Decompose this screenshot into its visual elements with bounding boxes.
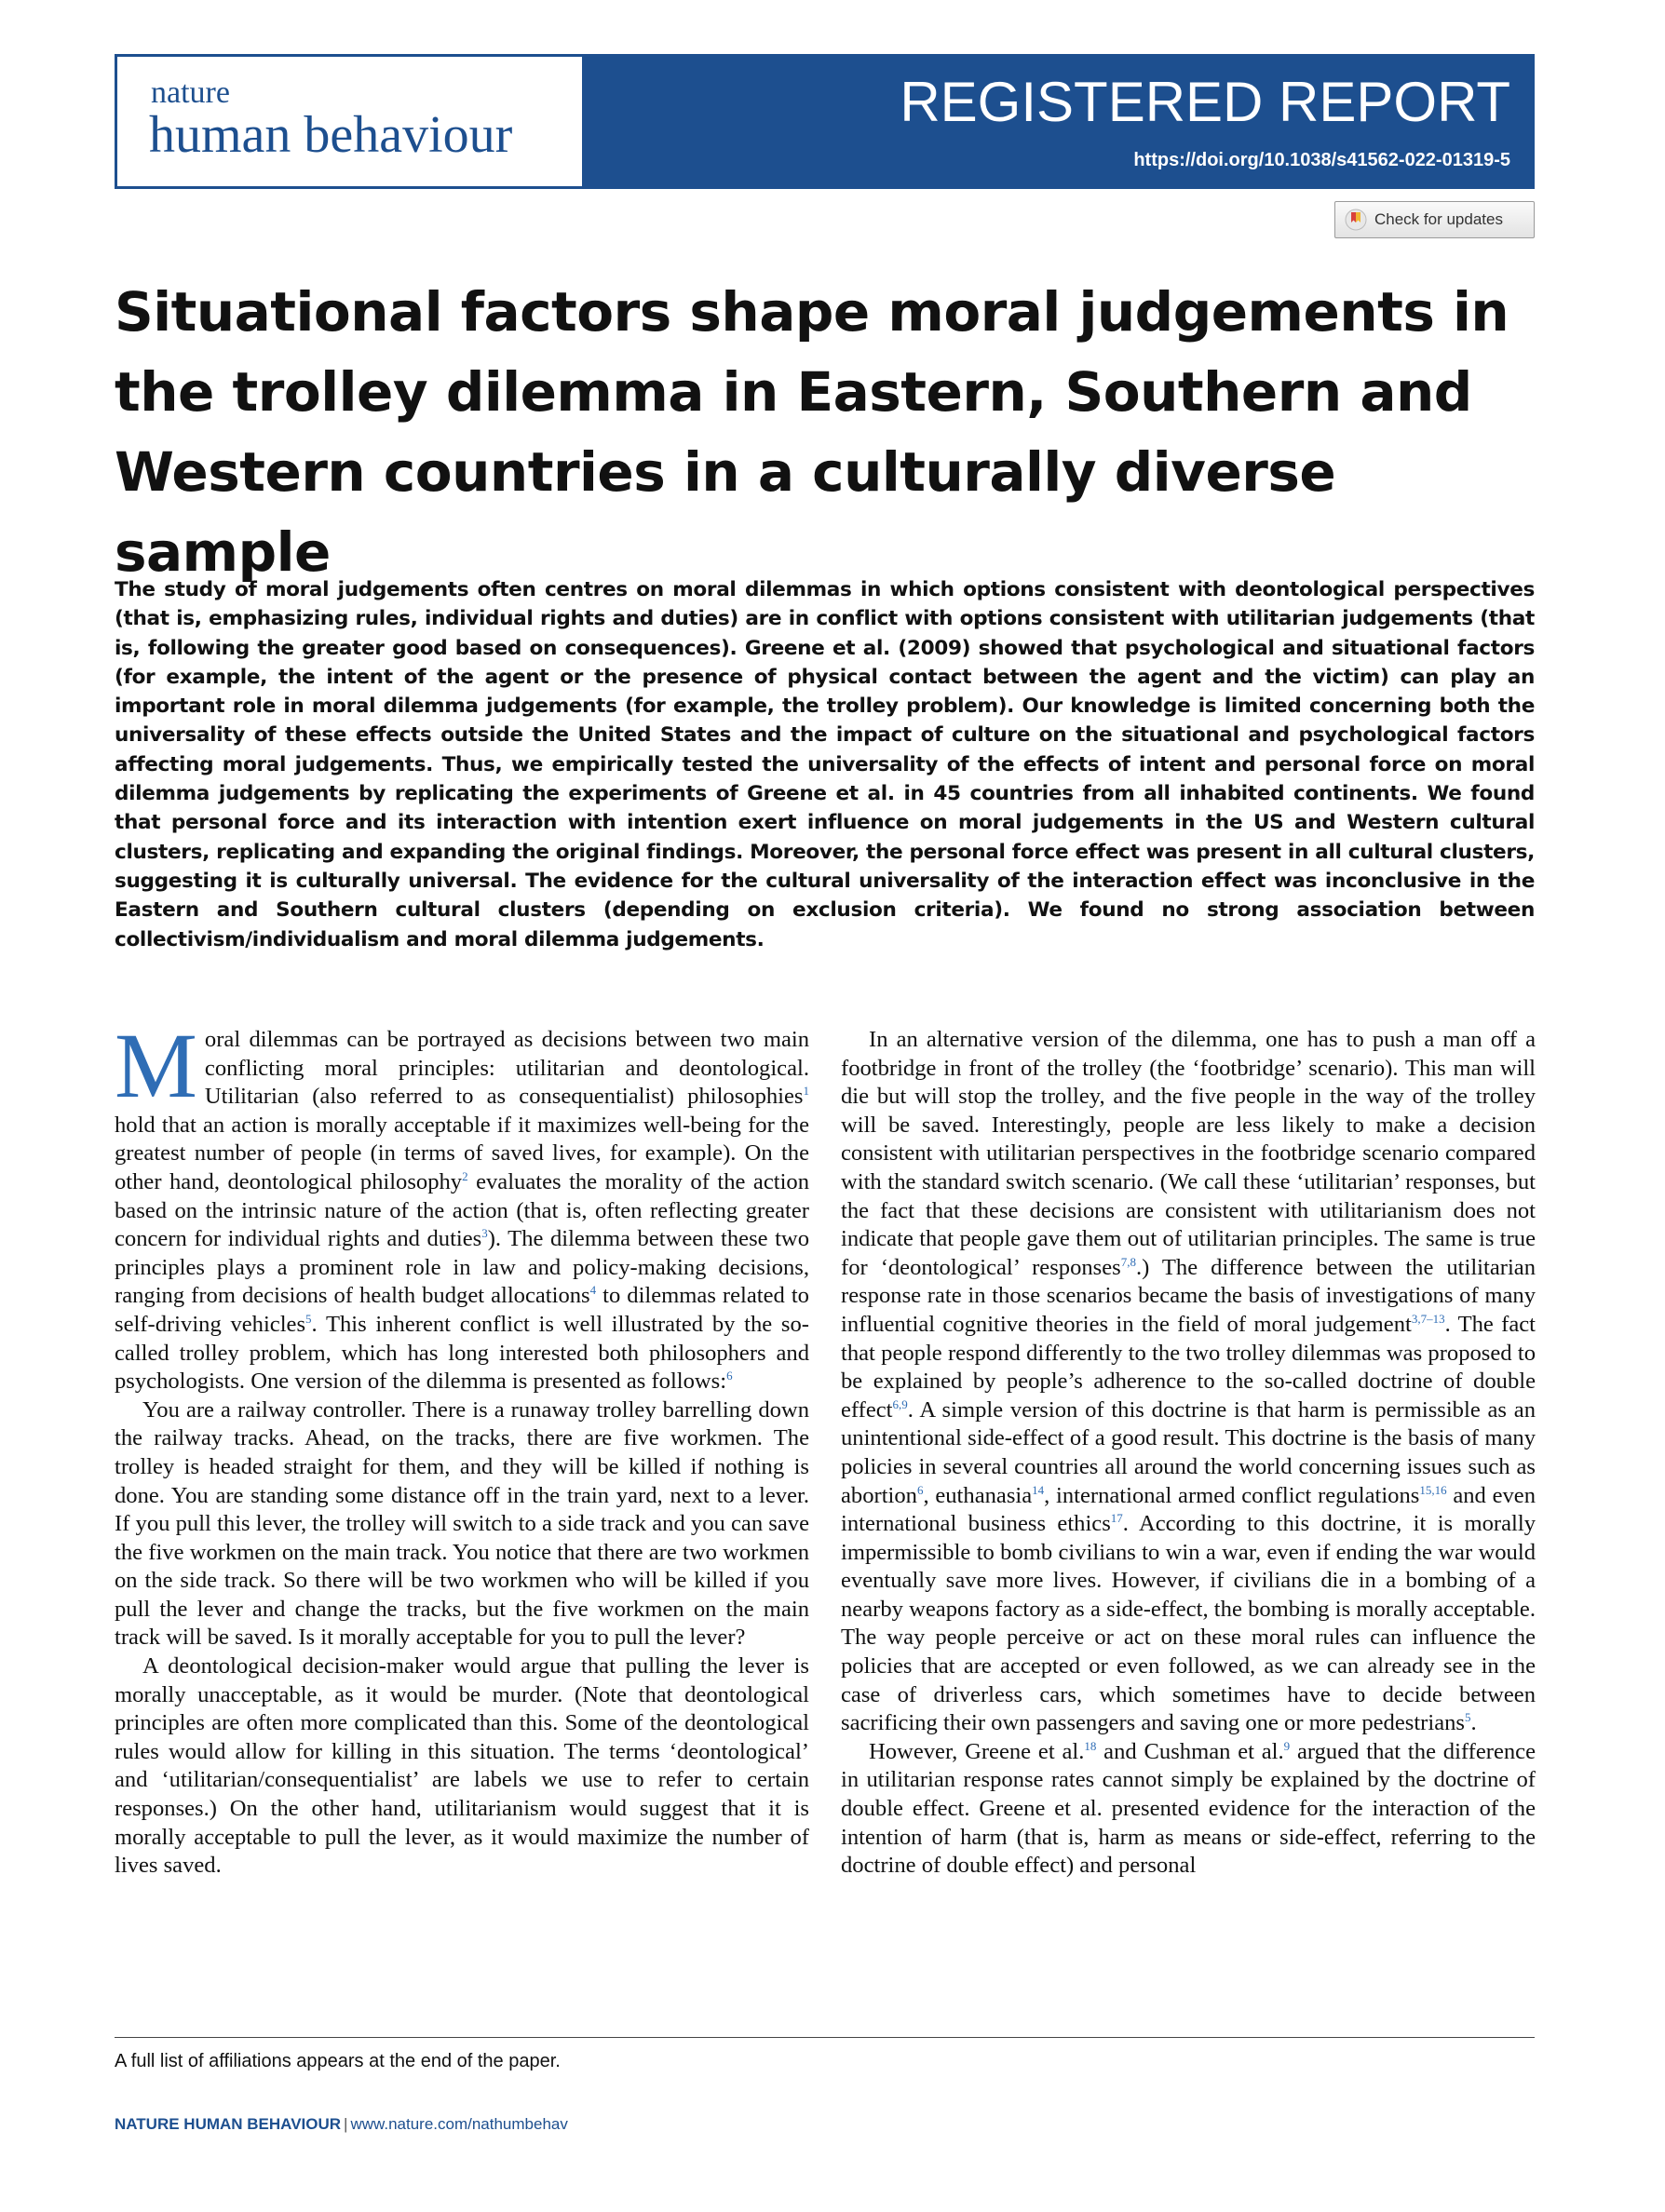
article-type-banner xyxy=(585,54,1535,189)
doi-link[interactable]: https://doi.org/10.1038/s41562-022-01319-5 xyxy=(1133,150,1510,170)
citation-reference[interactable]: 6 xyxy=(916,1482,924,1497)
page-footer xyxy=(115,2115,568,2134)
body-paragraph: However, Greene et al.$^{18}$ and Cushman et al.$^9$ argued that the difference in utilitarian response rates cannot simply be explained by the doctrine of double effect. Greene et al. presented evidence for the interaction of the intention of harm (that is, harm as means or side-effect, referring to the doctrine of double effect) and personal xyxy=(841,1738,1536,1879)
citation-reference[interactable]: 6 xyxy=(726,1368,733,1382)
affiliations-note: A full list of affiliations appears at the end of the paper. xyxy=(115,2051,561,2071)
crossmark-icon xyxy=(1345,209,1367,231)
check-for-updates-label: Check for updates xyxy=(1374,210,1503,228)
citation-reference[interactable]: 15,16 xyxy=(1419,1482,1447,1497)
citation-reference[interactable]: 4 xyxy=(589,1283,597,1298)
article-type: REGISTERED REPORT xyxy=(900,71,1510,133)
citation-reference[interactable]: 2 xyxy=(462,1168,468,1183)
citation-reference[interactable]: 3,7–13 xyxy=(1411,1311,1445,1326)
body-paragraph: You are a railway controller. There is a runaway trolley barrelling down the railway tracks. Ahead, on the tracks, there are five workmen. The trolley is headed straight for them, and they will be killed if nothing is done. You are standing some distance off in the train yard, next to a lever. If you pull this lever, the trolley will switch to a side track and you can save the five workmen on the main track. You notice that there are two workmen on the side track. So there will be two workmen who will be killed if you pull the lever and change the tracks, but the five workmen on the main track will be saved. Is it morally acceptable for you to pull the lever? xyxy=(115,1396,809,1651)
citation-reference[interactable]: 9 xyxy=(1283,1738,1291,1753)
citation-reference[interactable]: 5 xyxy=(1464,1710,1471,1725)
citation-reference[interactable]: 7,8 xyxy=(1120,1254,1136,1269)
citation-reference[interactable]: 17 xyxy=(1110,1510,1123,1525)
logo-nature-text: nature xyxy=(151,75,230,110)
footer-journal-name: NATURE HUMAN BEHAVIOUR xyxy=(115,2115,342,2133)
footnote-divider xyxy=(115,2037,1535,2038)
body-paragraph: Moral dilemmas can be portrayed as decisions between two main conflicting moral principles: utilitarian and deontological. Utilitarian (also referred to as consequentialist) philosophies$^1$ hold that an action is morally acceptable if it maximizes well-being for the greatest number of people (in terms of saved lives, for example). On the other hand, deontological philosophy$^2$ evaluates the morality of the action based on the intrinsic nature of the action (that is, often reflecting greater concern for individual rights and duties$^3$). The dilemma between these two principles plays a prominent role in law and policy-making decisions, ranging from decisions of health budget allocations$^4$ to dilemmas related to self-driving vehicles$^5$. This inherent conflict is well illustrated by the so-called trolley problem, which has long interested both philosophers and psychologists. One version of the dilemma is presented as follows:$^6$ xyxy=(115,1014,809,1395)
logo-journal-name: human behaviour xyxy=(149,106,513,164)
check-for-updates-button[interactable] xyxy=(1334,201,1535,238)
body-column-right xyxy=(841,1026,1536,1881)
citation-reference[interactable]: 6,9 xyxy=(892,1396,908,1411)
article-title: Situational factors shape moral judgements in the trolley dilemma in Eastern, Southern and Western countries in a culturally diverse sample xyxy=(115,280,1509,584)
footer-separator: | xyxy=(344,2115,348,2133)
citation-reference[interactable]: 1 xyxy=(803,1084,809,1098)
drop-cap: M xyxy=(115,1014,197,1117)
body-paragraph: In an alternative version of the dilemma, one has to push a man off a footbridge in front of the trolley (the ‘footbridge’ scenario). This man will die but will stop the trolley, and the five people in the way of the trolley will be saved. Interestingly, people are less likely to make a decision consistent with utilitarian perspectives in the footbridge scenario compared with the standard switch scenario. (We call these ‘utilitarian’ responses, but the fact that these decisions are consistent with utilitarianism does not indicate that people gave them out of utilitarian principles. The same is true for ‘deontological’ responses$^{7,8}$.) The difference between the utilitarian response rate in those scenarios became the basis of investigations of many influential cognitive theories in the field of moral judgement$^{3,7-13}$. The fact that people respond differently to the two trolley dilemmas was proposed to be explained by people’s adherence to the so-called doctrine of double effect$^{6,9}$. A simple version of this doctrine is that harm is permissible as an unintentional side-effect of a good result. This doctrine is the basis of many policies in several countries all around the world concerning issues such as abortion$^6$, euthanasia$^{14}$, international armed conflict regulations$^{15,16}$ and even international business ethics$^{17}$. According to this doctrine, it is morally impermissible to bomb civilians to win a war, even if ending the war would eventually save more lives. However, if civilians die in a bombing of a nearby weapons factory as a side-effect, the bombing is morally acceptable. The way people perceive or act on these moral rules can influence the policies that are accepted or even followed, as we can already see in the case of driverless cars, which sometimes have to decide between sacrificing their own passengers and saving one or more pedestrians$^5$. xyxy=(841,1027,1536,1736)
abstract: The study of moral judgements often centres on moral dilemmas in which options consistent with deontological perspectives (that is, emphasizing rules, individual rights and duties) are in conflict with options consistent with utilitarian judgements (that is, following the greater good based on consequences). Greene et al. (2009) showed that psychological and situational factors (for example, the intent of the agent or the presence of physical contact between the agent and the victim) can play an important role in moral dilemma judgements (for example, the trolley problem). Our knowledge is limited concerning both the universality of these effects outside the United States and the impact of culture on the situational and psychological factors affecting moral judgements. Thus, we empirically tested the universality of the effects of intent and personal force on moral dilemma judgements by replicating the experiments of Greene et al. in 45 countries from all inhabited continents. We found that personal force and its interaction with intention exert influence on moral judgements in the US and Western cultural clusters, replicating and expanding the original findings. Moreover, the personal force effect was present in all cultural clusters, suggesting it is culturally universal. The evidence for the cultural universality of the interaction effect was inconclusive in the Eastern and Southern cultural clusters (depending on exclusion criteria). We found no strong association between collectivism/individualism and moral dilemma judgements. xyxy=(115,578,1535,951)
journal-logo[interactable] xyxy=(115,54,585,189)
citation-reference[interactable]: 14 xyxy=(1032,1482,1045,1497)
citation-reference[interactable]: 5 xyxy=(305,1311,312,1326)
body-paragraph: A deontological decision-maker would argue that pulling the lever is morally unacceptable, as it would be murder. (Note that deontological principles are often more complicated than this. Some of the deontological rules would allow for killing in this situation. The terms ‘deontological’ and ‘utilitarian/consequentialist’ are labels we use to refer to certain responses.) On the other hand, utilitarianism would suggest that it is morally acceptable to pull the lever, as it would maximize the number of lives saved. xyxy=(115,1653,809,1879)
citation-reference[interactable]: 3 xyxy=(481,1225,488,1240)
footer-journal-url[interactable]: www.nature.com/nathumbehav xyxy=(350,2115,568,2133)
body-column-left xyxy=(115,1014,809,1881)
citation-reference[interactable]: 18 xyxy=(1084,1738,1097,1753)
